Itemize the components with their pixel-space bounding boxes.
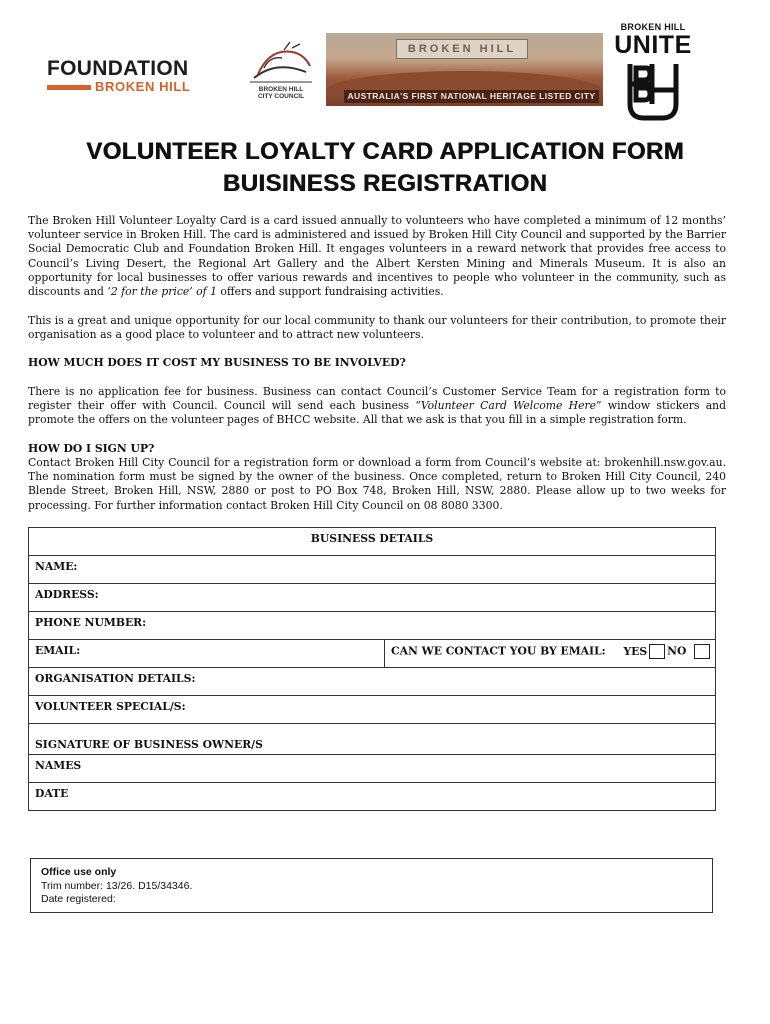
broken-hill-unite-logo bbox=[612, 22, 694, 132]
foundation-logo-bar bbox=[47, 85, 91, 90]
email-field[interactable] bbox=[29, 640, 385, 668]
signup-paragraph: Contact Broken Hill City Council for a registration form or download a form from Council’s website at: brokenhill.nsw.gov.au. The nomination form must be signed by the owner of the business. Once completed, return to Broken Hill City Council, 240 Blende Street, Broken Hill, NSW, 2880 or post to PO Box 748, Broken Hill, NSW, 2880. Please allow up to two weeks for processing. For further information contact Broken Hill City Council on 08 8080 3300. bbox=[28, 456, 726, 512]
no-checkbox[interactable] bbox=[694, 644, 710, 659]
unite-logo-line1: BROKEN HILL bbox=[620, 22, 686, 32]
email-label: EMAIL: bbox=[35, 644, 81, 657]
city-council-logo bbox=[240, 38, 322, 108]
name-field[interactable] bbox=[29, 556, 716, 584]
signature-label: SIGNATURE OF BUSINESS OWNER/S bbox=[35, 738, 263, 751]
page-title: VOLUNTEER LOYALTY CARD APPLICATION FORM bbox=[86, 138, 684, 165]
name-label: NAME: bbox=[35, 560, 78, 573]
date-label: DATE bbox=[35, 787, 69, 800]
council-logo-line1: BROKEN HILL bbox=[258, 86, 304, 93]
no-label: NO bbox=[667, 644, 687, 658]
address-field[interactable] bbox=[29, 584, 716, 612]
banner-title: BROKEN HILL bbox=[396, 39, 528, 59]
volunteer-specials-label: VOLUNTEER SPECIAL/S: bbox=[35, 700, 186, 713]
cost-heading: HOW MUCH DOES IT COST MY BUSINESS TO BE INVOLVED? bbox=[28, 356, 406, 369]
banner-hill-graphic bbox=[326, 71, 603, 91]
email-contact-cell bbox=[385, 640, 716, 668]
office-use-title: Office use only bbox=[41, 866, 117, 878]
address-label: ADDRESS: bbox=[35, 588, 99, 601]
volunteer-specials-field[interactable] bbox=[29, 696, 716, 724]
foundation-broken-hill-logo bbox=[47, 58, 215, 94]
date-registered: Date registered: bbox=[41, 893, 116, 905]
banner-tagline: AUSTRALIA'S FIRST NATIONAL HERITAGE LISTED CITY bbox=[344, 90, 599, 103]
opportunity-paragraph: This is a great and unique opportunity for our local community to thank our volunteers for their contribution, to promote their organisation as a good place to volunteer and to attract new volunteers. bbox=[28, 314, 726, 342]
date-field[interactable] bbox=[29, 783, 716, 811]
council-emblem-icon bbox=[240, 38, 322, 86]
phone-field[interactable] bbox=[29, 612, 716, 640]
business-details-table bbox=[28, 527, 716, 811]
email-contact-question: CAN WE CONTACT YOU BY EMAIL: bbox=[391, 644, 606, 658]
office-use-box bbox=[30, 858, 713, 913]
broken-hill-heritage-banner bbox=[326, 33, 603, 106]
names-field[interactable] bbox=[29, 755, 716, 783]
signature-field[interactable] bbox=[29, 724, 716, 755]
names-label: NAMES bbox=[35, 759, 82, 772]
signup-heading: HOW DO I SIGN UP? bbox=[28, 442, 155, 455]
organisation-details-field[interactable] bbox=[29, 668, 716, 696]
page-subtitle: BUISINESS REGISTRATION bbox=[222, 170, 548, 197]
yes-label: YES bbox=[623, 644, 648, 658]
phone-label: PHONE NUMBER: bbox=[35, 616, 147, 629]
business-details-header: BUSINESS DETAILS bbox=[29, 528, 716, 556]
trim-number: Trim number: 13/26. D15/34346. bbox=[41, 879, 193, 892]
bh-monogram-icon bbox=[618, 60, 688, 126]
yes-checkbox[interactable] bbox=[649, 644, 665, 659]
cost-paragraph: There is no application fee for business. Business can contact Council’s Customer Service Team for a registration form to register their offer with Council. Council will send each business “Volunteer Card Welcome Here” window stickers and promote the offers on the volunteer pages of BHCC website. All that we ask is that you fill in a simple registration form. bbox=[28, 385, 727, 427]
intro-paragraph: The Broken Hill Volunteer Loyalty Card is a card issued annually to volunteers who have completed a minimum of 12 months’ volunteer service in Broken Hill. The card is administered and issued by Broken Hill City Council and supported by the Barrier Social Democratic Club and Foundation Broken Hill. It engages volunteers in a reward network that provides free access to Council’s Living Desert, the Regional Art Gallery and the Albert Kersten Mining and Minerals Museum. It is also an opportunity for local businesses to offer various rewards and incentives to people who volunteer in the community, such as discounts and ‘2 for the price’ of 1 offers and support fundraising activities. bbox=[28, 214, 726, 299]
council-logo-line2: CITY COUNCIL bbox=[257, 93, 305, 100]
foundation-logo-line1: FOUNDATION bbox=[47, 57, 189, 80]
foundation-logo-line2: BROKEN HILL bbox=[95, 79, 191, 94]
unite-logo-line2: UNITE bbox=[614, 31, 692, 59]
organisation-label: ORGANISATION DETAILS: bbox=[35, 672, 196, 685]
